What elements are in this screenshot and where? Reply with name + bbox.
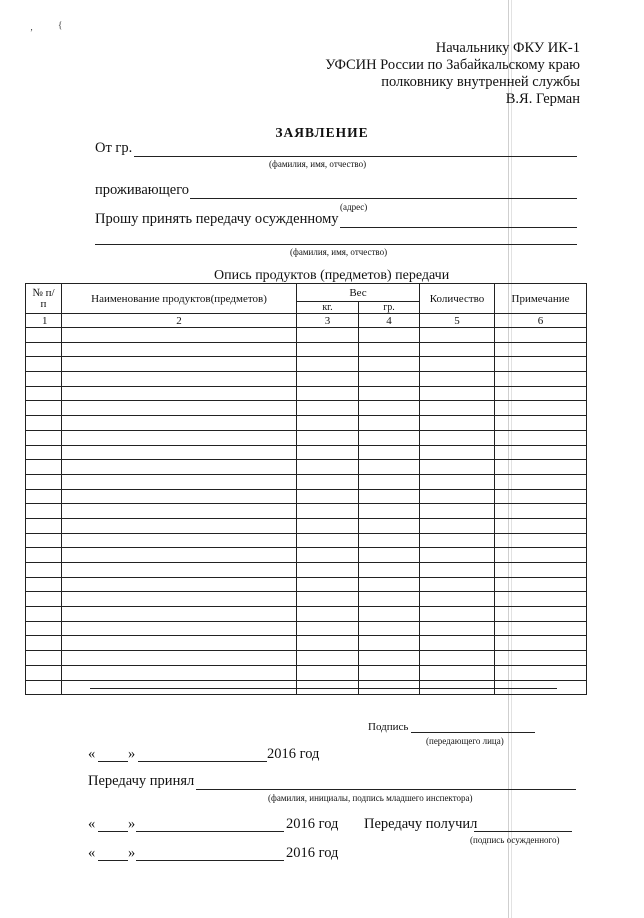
table-cell[interactable] [359, 460, 420, 475]
table-cell[interactable] [420, 342, 495, 357]
table-cell[interactable] [420, 621, 495, 636]
table-cell[interactable] [62, 504, 297, 519]
date1-open-quote: « [88, 746, 96, 762]
table-cell[interactable] [26, 386, 62, 401]
table-cell[interactable] [495, 401, 587, 416]
table-row [26, 342, 587, 357]
received-label: Передачу получил [364, 816, 478, 832]
accepted-label: Передачу принял [88, 773, 195, 789]
table-cell[interactable] [26, 357, 62, 372]
table-row [26, 504, 587, 519]
table-row [26, 489, 587, 504]
table-cell[interactable] [495, 607, 587, 622]
table-cell[interactable] [495, 430, 587, 445]
table-row [26, 592, 587, 607]
table-cell[interactable] [62, 548, 297, 563]
column-number: 2 [62, 314, 297, 328]
table-cell[interactable] [420, 548, 495, 563]
table-cell[interactable] [359, 665, 420, 680]
table-cell[interactable] [359, 489, 420, 504]
document-title: ЗАЯВЛЕНИЕ [275, 125, 369, 140]
table-cell[interactable] [297, 445, 359, 460]
date2-day-field[interactable] [98, 831, 128, 832]
table-cell[interactable] [62, 621, 297, 636]
accepted-hint: (фамилия, инициалы, подпись младшего инспектора) [268, 793, 473, 803]
table-cell[interactable] [297, 636, 359, 651]
table-cell[interactable] [359, 504, 420, 519]
table-row [26, 430, 587, 445]
table-cell[interactable] [297, 401, 359, 416]
table-cell[interactable] [62, 460, 297, 475]
table-cell[interactable] [297, 430, 359, 445]
table-cell[interactable] [26, 577, 62, 592]
table-cell[interactable] [297, 518, 359, 533]
from-label: От гр. [95, 140, 133, 156]
header-name: Наименование продуктов(предметов) [62, 284, 297, 314]
table-cell[interactable] [420, 386, 495, 401]
from-hint: (фамилия, имя, отчество) [269, 159, 367, 169]
table-cell[interactable] [495, 460, 587, 475]
date3-month-field[interactable] [136, 860, 284, 861]
table-cell[interactable] [359, 474, 420, 489]
table-cell[interactable] [359, 430, 420, 445]
table-cell[interactable] [62, 577, 297, 592]
table-cell[interactable] [495, 621, 587, 636]
table-cell[interactable] [420, 430, 495, 445]
table-cell[interactable] [297, 563, 359, 578]
table-cell[interactable] [495, 665, 587, 680]
table-cell[interactable] [420, 489, 495, 504]
table-cell[interactable] [297, 533, 359, 548]
table-cell[interactable] [359, 401, 420, 416]
table-cell[interactable] [26, 445, 62, 460]
table-cell[interactable] [359, 386, 420, 401]
date1-month-field[interactable] [138, 761, 267, 762]
inventory-title: Опись продуктов (предметов) передачи [214, 268, 450, 283]
table-cell[interactable] [297, 489, 359, 504]
table-cell[interactable] [297, 416, 359, 431]
table-cell[interactable] [26, 430, 62, 445]
table-cell[interactable] [297, 504, 359, 519]
table-cell[interactable] [26, 533, 62, 548]
date1-day-field[interactable] [98, 761, 128, 762]
table-cell[interactable] [62, 445, 297, 460]
date2-month-field[interactable] [136, 831, 284, 832]
table-row [26, 651, 587, 666]
table-cell[interactable] [26, 474, 62, 489]
table-cell[interactable] [359, 592, 420, 607]
column-number: 4 [359, 314, 420, 328]
table-cell[interactable] [359, 357, 420, 372]
residing-hint: (адрес) [340, 202, 368, 212]
table-cell[interactable] [26, 416, 62, 431]
signature-label: Подпись [368, 721, 409, 733]
table-cell[interactable] [359, 416, 420, 431]
table-cell[interactable] [297, 548, 359, 563]
table-row [26, 607, 587, 622]
addressee-line: УФСИН России по Забайкальскому краю [325, 57, 580, 73]
table-cell[interactable] [297, 460, 359, 475]
table-cell[interactable] [420, 607, 495, 622]
table-cell[interactable] [420, 636, 495, 651]
table-cell[interactable] [420, 518, 495, 533]
table-row [26, 665, 587, 680]
request-field[interactable] [340, 227, 577, 228]
table-cell[interactable] [359, 445, 420, 460]
scan-mark: { [58, 20, 63, 30]
table-cell[interactable] [62, 474, 297, 489]
table-cell[interactable] [495, 636, 587, 651]
column-number: 3 [297, 314, 359, 328]
table-cell[interactable] [495, 386, 587, 401]
table-cell[interactable] [495, 592, 587, 607]
table-cell[interactable] [495, 577, 587, 592]
table-cell[interactable] [26, 401, 62, 416]
request-hint: (фамилия, имя, отчество) [290, 247, 388, 257]
column-number: 6 [495, 314, 587, 328]
table-cell[interactable] [495, 489, 587, 504]
table-cell[interactable] [420, 651, 495, 666]
table-cell[interactable] [62, 372, 297, 387]
table-cell[interactable] [26, 372, 62, 387]
date2-year: 2016 год [286, 816, 339, 832]
table-cell[interactable] [359, 342, 420, 357]
table-cell[interactable] [420, 665, 495, 680]
table-cell[interactable] [495, 342, 587, 357]
table-cell[interactable] [359, 621, 420, 636]
signature-hint: (передающего лица) [426, 736, 504, 746]
table-cell[interactable] [26, 548, 62, 563]
table-cell[interactable] [62, 563, 297, 578]
table-row [26, 636, 587, 651]
table-cell[interactable] [26, 592, 62, 607]
received-hint: (подпись осужденного) [470, 835, 560, 845]
table-cell[interactable] [26, 680, 62, 695]
date3-year: 2016 год [286, 845, 339, 861]
table-cell[interactable] [297, 621, 359, 636]
table-cell[interactable] [297, 607, 359, 622]
table-row [26, 474, 587, 489]
date1-year: 2016 год [267, 746, 320, 762]
table-cell[interactable] [359, 328, 420, 343]
addressee-line: В.Я. Герман [505, 91, 580, 107]
table-cell[interactable] [62, 430, 297, 445]
header-number: № п/п [26, 284, 62, 314]
residing-field[interactable] [190, 198, 577, 199]
header-kg: кг. [297, 302, 359, 314]
table-cell[interactable] [297, 665, 359, 680]
table-cell[interactable] [62, 592, 297, 607]
table-cell[interactable] [359, 548, 420, 563]
table-cell[interactable] [359, 563, 420, 578]
table-cell[interactable] [420, 577, 495, 592]
inventory-table [25, 283, 587, 695]
table-cell[interactable] [420, 460, 495, 475]
signature-field[interactable] [411, 732, 535, 733]
table-cell[interactable] [26, 328, 62, 343]
table-cell[interactable] [495, 651, 587, 666]
table-underline [90, 688, 557, 689]
header-quantity: Количество [420, 284, 495, 314]
table-cell[interactable] [62, 386, 297, 401]
table-cell[interactable] [420, 357, 495, 372]
table-row [26, 386, 587, 401]
table-cell[interactable] [297, 592, 359, 607]
scan-mark: ‚ [30, 22, 33, 32]
table-cell[interactable] [420, 401, 495, 416]
table-cell[interactable] [420, 445, 495, 460]
table-cell[interactable] [359, 533, 420, 548]
table-cell[interactable] [297, 357, 359, 372]
table-cell[interactable] [420, 504, 495, 519]
table-cell[interactable] [495, 357, 587, 372]
received-field[interactable] [474, 831, 572, 832]
table-cell[interactable] [62, 357, 297, 372]
table-cell[interactable] [297, 577, 359, 592]
table-cell[interactable] [62, 533, 297, 548]
column-number: 5 [420, 314, 495, 328]
request-label: Прошу принять передачу осужденному [95, 211, 339, 227]
header-note: Примечание [495, 284, 587, 314]
table-cell[interactable] [420, 563, 495, 578]
table-cell[interactable] [359, 607, 420, 622]
table-cell[interactable] [26, 621, 62, 636]
table-cell[interactable] [62, 489, 297, 504]
table-cell[interactable] [359, 651, 420, 666]
table-row [26, 533, 587, 548]
table-row [26, 548, 587, 563]
header-weight: Вес [297, 284, 420, 302]
table-cell[interactable] [495, 372, 587, 387]
date1-close-quote: » [128, 746, 136, 762]
header-g: гр. [359, 302, 420, 314]
table-cell[interactable] [495, 504, 587, 519]
from-field[interactable] [134, 156, 577, 157]
table-cell[interactable] [26, 651, 62, 666]
table-cell[interactable] [359, 636, 420, 651]
table-cell[interactable] [62, 328, 297, 343]
table-cell[interactable] [26, 342, 62, 357]
inventory-body [26, 328, 587, 695]
table-cell[interactable] [420, 416, 495, 431]
table-cell[interactable] [359, 518, 420, 533]
table-cell[interactable] [297, 342, 359, 357]
residing-label: проживающего [95, 182, 190, 198]
table-cell[interactable] [62, 665, 297, 680]
addressee-line: Начальнику ФКУ ИК-1 [435, 40, 580, 56]
table-row [26, 577, 587, 592]
table-row [26, 460, 587, 475]
table-row [26, 416, 587, 431]
date3-day-field[interactable] [98, 860, 128, 861]
table-row [26, 357, 587, 372]
table-row [26, 328, 587, 343]
table-cell[interactable] [359, 577, 420, 592]
table-cell[interactable] [26, 460, 62, 475]
table-row [26, 401, 587, 416]
table-cell[interactable] [297, 386, 359, 401]
date3-open-quote: « [88, 845, 96, 861]
table-cell[interactable] [62, 636, 297, 651]
table-row [26, 621, 587, 636]
table-cell[interactable] [420, 328, 495, 343]
date2-open-quote: « [88, 816, 96, 832]
table-cell[interactable] [62, 518, 297, 533]
table-cell[interactable] [62, 651, 297, 666]
date3-close-quote: » [128, 845, 136, 861]
table-cell[interactable] [26, 504, 62, 519]
accepted-field[interactable] [196, 789, 576, 790]
table-cell[interactable] [26, 489, 62, 504]
table-cell[interactable] [26, 607, 62, 622]
table-cell[interactable] [420, 533, 495, 548]
table-cell[interactable] [26, 636, 62, 651]
table-cell[interactable] [495, 548, 587, 563]
table-cell[interactable] [495, 416, 587, 431]
table-cell[interactable] [420, 474, 495, 489]
table-row [26, 563, 587, 578]
table-cell[interactable] [495, 533, 587, 548]
table-cell[interactable] [26, 665, 62, 680]
table-cell[interactable] [359, 372, 420, 387]
table-cell[interactable] [420, 592, 495, 607]
table-cell[interactable] [420, 372, 495, 387]
table-cell[interactable] [495, 474, 587, 489]
table-cell[interactable] [297, 651, 359, 666]
table-row [26, 372, 587, 387]
table-row [26, 518, 587, 533]
addressee-line: полковнику внутренней службы [381, 74, 580, 90]
table-cell[interactable] [495, 563, 587, 578]
request-field-line2[interactable] [95, 244, 577, 245]
table-cell[interactable] [26, 518, 62, 533]
addressee-block [325, 40, 580, 108]
table-row [26, 445, 587, 460]
table-cell[interactable] [26, 563, 62, 578]
table-cell[interactable] [495, 445, 587, 460]
table-cell[interactable] [62, 607, 297, 622]
table-cell[interactable] [297, 474, 359, 489]
table-cell[interactable] [62, 401, 297, 416]
date2-close-quote: » [128, 816, 136, 832]
table-cell[interactable] [495, 518, 587, 533]
table-cell[interactable] [62, 416, 297, 431]
table-cell[interactable] [62, 342, 297, 357]
table-cell[interactable] [297, 328, 359, 343]
table-cell[interactable] [297, 372, 359, 387]
table-cell[interactable] [495, 328, 587, 343]
column-number: 1 [26, 314, 62, 328]
